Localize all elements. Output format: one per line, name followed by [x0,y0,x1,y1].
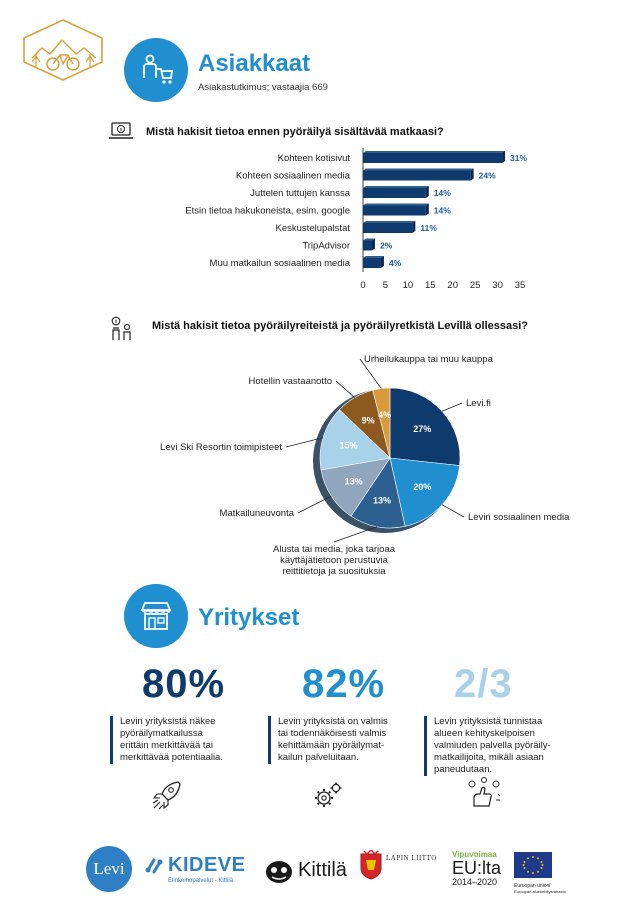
pie-category-label: Levi Ski Resortin toimipisteet [160,442,282,453]
bar-category-label: Keskustelupalstat [275,223,350,234]
companies-title: Yritykset [198,604,300,631]
bar-side-face [426,186,429,198]
bar-category-label: Muu matkailun sosiaalinen media [209,258,350,269]
pie-leader-line [442,403,462,411]
page-subtitle: Asiakastutkimus; vastaajia 669 [198,82,328,93]
bar [363,241,372,251]
question-1: Mistä hakisit tietoa ennen pyöräilyä sisältävää matkaasi? [146,126,444,138]
stat-description-line: erittäin merkittävää tai [120,740,213,751]
pie-leader-line [442,505,464,517]
ideas-icon [464,776,504,817]
x-tick-label: 20 [447,280,459,291]
pie-leader-line [336,381,355,398]
bar-category-label: Kohteen sosiaalinen media [235,170,350,182]
bar-category-label: Juttelen tuttujen kanssa [250,188,350,199]
pie-category-label: Hotellin vastaanotto [248,376,332,387]
bar-value-label: 14% [433,205,451,216]
stat-description-line: valmiuden palvella pyöräily- [434,740,551,751]
stat-description-line: alueen kehityskelpoisen [434,728,535,739]
bar-value-label: 2% [379,240,393,251]
bar-top-face [363,204,429,206]
stat-description-line: tai todennäköisesti valmis [278,728,387,739]
pie-value-label: 15% [339,440,358,451]
bar-value-label: 14% [433,188,451,198]
stat-description-line: kailun palveluitaan. [278,752,359,763]
bar-value-label: 4% [388,258,402,268]
laptop-info-icon [108,120,134,147]
stat-description-line: merkittävää potentiaalia. [120,752,223,763]
bar-top-face [363,186,429,188]
stat-description-line: pyöräilymatkailussa [120,728,203,739]
pie-category-label: Alusta tai media, joka tarjoaa [273,544,395,555]
bar-value-label: 24% [478,170,496,181]
pie-category-label: Levi.fi [466,398,491,409]
x-tick-label: 25 [469,280,481,291]
gears-icon [312,780,344,817]
bar-side-face [502,151,505,163]
bar-value-label: 11% [420,223,437,233]
stat-description [424,716,586,776]
levi-logo: Levi [86,846,132,892]
stat-description-line: Levin yrityksistä näkee [120,716,216,727]
stat-value: 80% [142,662,226,706]
bar-side-face [426,204,429,216]
bar-category-label: TripAdvisor [302,240,350,252]
pie-value-label: 4% [378,409,392,420]
pie-category-label: Levin sosiaalinen media [468,512,570,523]
pie-value-label: 9% [361,415,375,426]
bar-top-face [363,169,474,171]
bar-side-face [412,221,415,233]
question-2: Mistä hakisit tietoa pyöräilyreiteistä ja pyöräilyretkistä Levillä ollessasi? [152,320,528,332]
levi-bike-logo [22,18,104,82]
stat-description [268,716,430,764]
pie-value-label: 13% [372,495,391,506]
bar-top-face [363,151,505,153]
bar [363,206,426,216]
stat-description-line: kehittämään pyöräilymat- [278,740,385,751]
bar-top-face [363,256,384,258]
x-tick-label: 5 [382,280,389,291]
pie-category-label: reittitietoja ja suosituksia [282,566,386,577]
bar-category-label: Etsin tietoa hakukoneista, esim. google [185,205,350,217]
customers-icon [124,38,188,102]
stat-description-line: Levin yrityksistä tunnistaa [434,716,543,727]
bar-side-face [471,169,474,181]
bar [363,223,412,233]
x-tick-label: 15 [424,280,436,291]
storefront-icon [124,584,188,648]
stat-description-line: paneudutaan. [434,764,493,775]
pie-value-label: 27% [413,424,432,435]
pie-category-label: käyttäjätietoon perustuvia [280,555,388,566]
bar-top-face [363,221,415,223]
pie-value-label: 20% [413,481,432,492]
pie-leader-line [334,527,377,542]
stat-description [110,716,272,764]
rocket-icon [150,778,184,817]
pie-category-label: Matkailuneuvonta [219,508,294,519]
x-tick-label: 0 [360,280,366,291]
pie-chart [0,340,640,590]
bar-side-face [372,239,375,251]
bar-side-face [381,256,384,268]
stat-value: 2/3 [454,662,513,706]
x-tick-label: 30 [492,280,503,291]
stat-description-line: Levin yrityksistä on valmis [278,716,388,727]
bar-category-label: Kohteen kotisivut [277,153,350,164]
x-tick-label: 35 [514,280,526,291]
bar [363,258,381,268]
stat-description-line: matkailijoita, mikäli asiaan [434,752,544,763]
stat-value: 82% [302,662,386,706]
page-title: Asiakkaat [198,50,311,77]
eu-flag-logo: Euroopan unioni Euroopan aluekehitysrahasto [514,852,566,894]
bar [363,153,502,163]
bar-chart [0,148,640,296]
pie-value-label: 13% [344,476,363,487]
x-tick-label: 10 [402,280,414,291]
pie-category-label: Urheilukauppa tai muu kauppa [364,354,493,365]
eu-lta-logo: Vipuvoimaa EU:lta 2014–2020 [452,850,502,887]
bar [363,171,471,181]
pie-leader-line [298,496,331,513]
bar [363,188,426,198]
bar-value-label: 31% [510,153,528,163]
